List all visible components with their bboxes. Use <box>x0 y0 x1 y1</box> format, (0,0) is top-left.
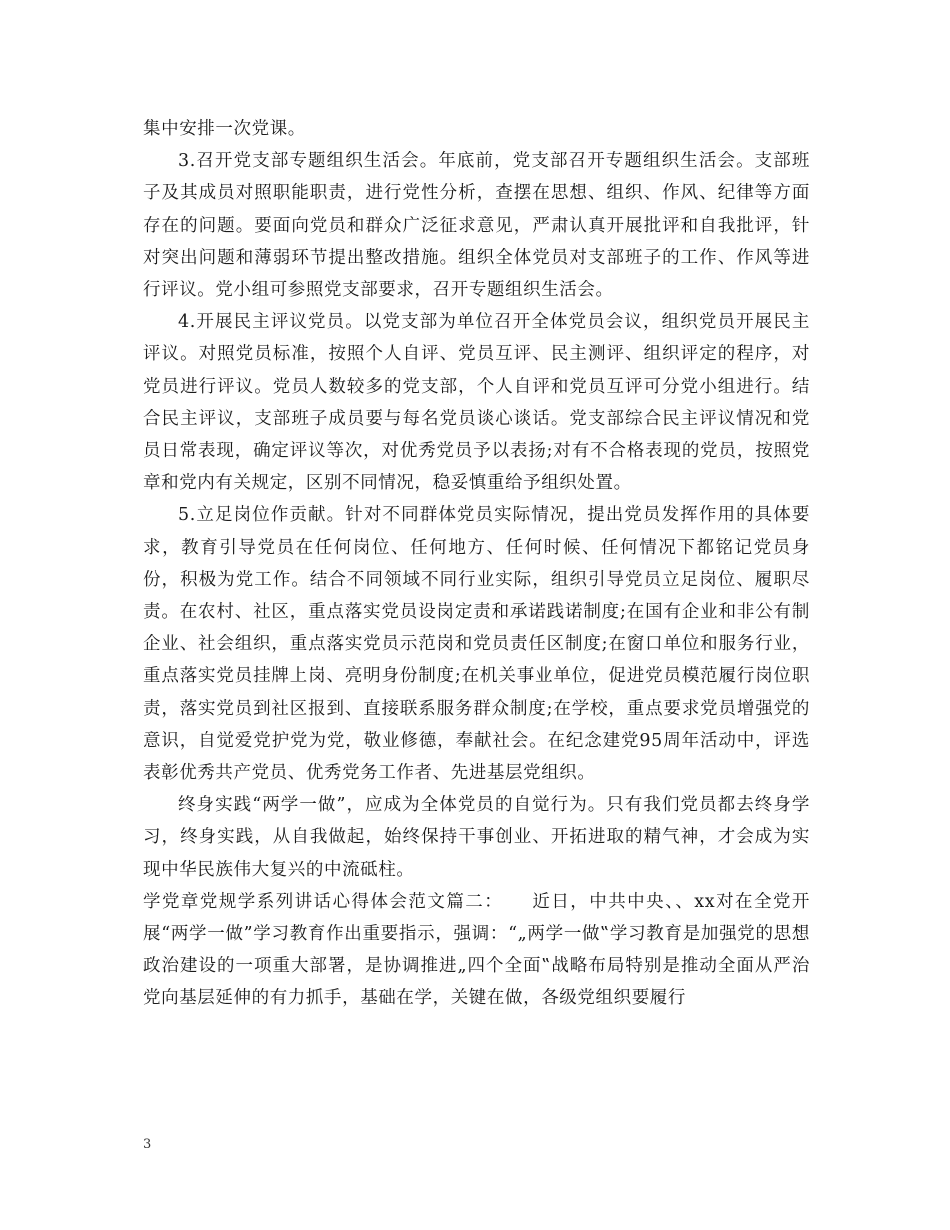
paragraph-6: 学党章党规学系列讲话心得体会范文篇二： 近日，中共中央、、xx对在全党开展“两学一做”学习教育作出重要指示，强调：“„两学一做‟学习教育是加强党的思想政治建设的一项重大部署，是协调推进„四个全面‟战略布局特别是推动全面从严治党向基层延伸的有力抓手，基础在学，关键在做，各级党组织要履行 <box>143 891 810 1009</box>
paragraph-2: 3.召开党支部专题组织生活会。年底前，党支部召开专题组织生活会。支部班子及其成员对照职能职责，进行党性分析，查摆在思想、组织、作风、纪律等方面存在的问题。要面向党员和群众广泛征求意见，严肃认真开展批评和自我批评，针对突出问题和薄弱环节提出整改措施。组织全体党员对支部班子的工作、作风等进行评议。党小组可参照党支部要求，召开专题组织生活会。 <box>143 151 810 301</box>
paragraph-5: 终身实践“两学一做”，应成为全体党员的自觉行为。只有我们党员都去终身学习，终身实践，从自我做起，始终保持干事创业、开拓进取的精气神，才会成为实现中华民族伟大复兴的中流砥柱。 <box>143 795 810 880</box>
paragraph-1: 集中安排一次党课。 <box>143 119 306 139</box>
document-body <box>143 113 810 1015</box>
paragraph-4: 5.立足岗位作贡献。针对不同群体党员实际情况，提出党员发挥作用的具体要求，教育引导党员在任何岗位、任何地方、任何时候、任何情况下都铭记党员身份，积极为党工作。结合不同领域不同行业实际，组织引导党员立足岗位、履职尽责。在农村、社区，重点落实党员设岗定责和承诺践诺制度;在国有企业和非公有制企业、社会组织，重点落实党员示范岗和党员责任区制度;在窗口单位和服务行业，重点落实党员挂牌上岗、亮明身份制度;在机关事业单位，促进党员模范履行岗位职责，落实党员到社区报到、直接联系服务群众制度;在学校，重点要求党员增强党的意识，自觉爱党护党为党，敬业修德，奉献社会。在纪念建党95周年活动中，评选表彰优秀共产党员、优秀党务工作者、先进基层党组织。 <box>143 505 810 784</box>
paragraph-3: 4.开展民主评议党员。以党支部为单位召开全体党员会议，组织党员开展民主评议。对照党员标准，按照个人自评、党员互评、民主测评、组织评定的程序，对党员进行评议。党员人数较多的党支部，个人自评和党员互评可分党小组进行。结合民主评议，支部班子成员要与每名党员谈心谈话。党支部综合民主评议情况和党员日常表现，确定评议等次，对优秀党员予以表扬;对有不合格表现的党员，按照党章和党内有关规定，区别不同情况，稳妥慎重给予组织处置。 <box>143 312 810 494</box>
page-number: 3 <box>143 1137 152 1152</box>
